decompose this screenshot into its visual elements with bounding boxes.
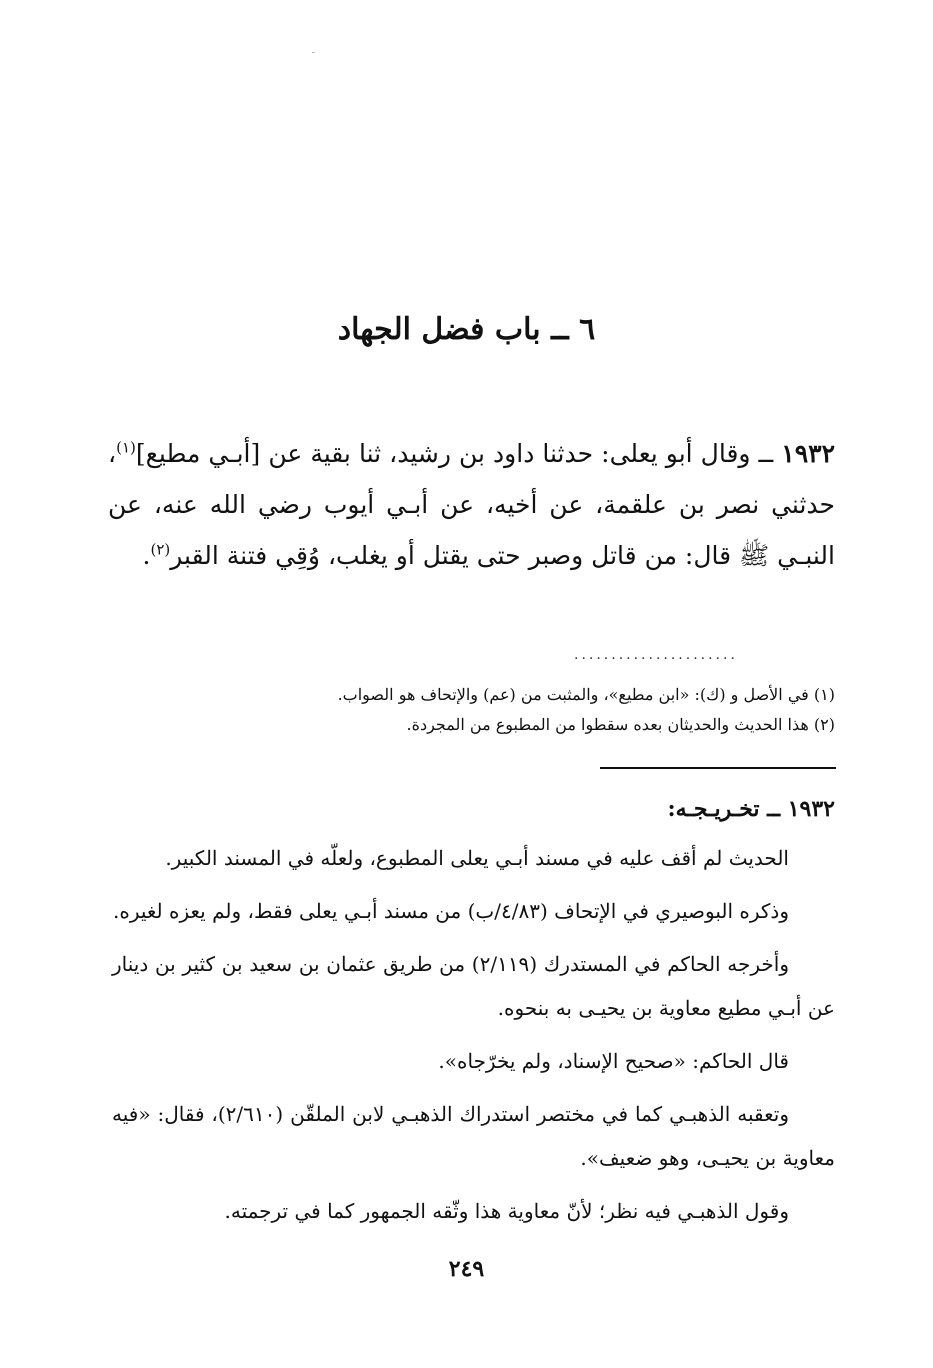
footnote-text: هذا الحديث والحديثان بعده سقطوا من المطبوع من المجردة. — [406, 715, 809, 734]
footnote-ref-1: (١) — [116, 438, 136, 457]
page-number: ٢٤٩ — [448, 1256, 485, 1282]
takhrij-heading: ١٩٣٢ ــ تخـريـجـه: — [667, 796, 835, 822]
takhrij-paragraph: قال الحاكم: «صحيح الإسناد، ولم يخرّجاه». — [438, 1049, 789, 1073]
footnote-marker: (١) — [813, 685, 835, 704]
takhrij-paragraph: الحديث لم أقف عليه في مسند أبـي يعلى المطبوع، ولعلّه في المسند الكبير. — [165, 846, 789, 870]
footnote — [200, 680, 835, 710]
hadith-text-part-3: . — [142, 541, 151, 570]
takhrij-paragraph: وقول الذهبـي فيه نظر؛ لأنّ معاوية هذا وثّقه الجمهور كما في ترجمته. — [224, 1199, 789, 1223]
footnotes — [200, 680, 835, 740]
hadith-text-part-2: ، حدثني نصر بن علقمة، عن أخيه، عن أبـي أيوب رضي الله عنه، عن النبـي ﷺ قال: من قاتل وصبر حتى يقتل أو يغلب، وُقِي فتنة القبر — [108, 439, 835, 570]
scan-speck — [312, 52, 315, 53]
section-divider — [600, 767, 836, 769]
chapter-title: ٦ ــ باب فضل الجهاد — [337, 312, 596, 347]
footnote — [200, 710, 835, 740]
takhrij-paragraph: وذكره البوصيري في الإتحاف (٤/٨٣/ب) من مسند أبـي يعلى فقط، ولم يعزه لغيره. — [113, 899, 789, 923]
footnote-ref-2: (٢) — [150, 540, 171, 559]
footnote-marker: (٢) — [813, 715, 835, 734]
takhrij-body — [112, 836, 835, 1233]
footnote-text: في الأصل و (ك): «ابن مطيع»، والمثبت من (عم) والإتحاف هو الصواب. — [337, 685, 809, 704]
takhrij-paragraph: وأخرجه الحاكم في المستدرك (٢/١١٩) من طريق عثمان بن سعيد بن كثير بن دينار عن أبـي مطيع معاوية بن يحيـى به بنحوه. — [112, 952, 835, 1020]
hadith-text — [108, 428, 835, 581]
hadith-text-part-1: ــ وقال أبو يعلى: حدثنا داود بن رشيد، ثنا بقية عن [أبـي مطيع] — [135, 439, 782, 468]
takhrij-paragraph: وتعقبه الذهبـي كما في مختصر استدراك الذهبـي لابن الملقّن (٢/٦١٠)، فقال: «فيه معاوية بن يحيـى، وهو ضعيف». — [112, 1102, 835, 1170]
hadith-number: ١٩٣٢ — [781, 439, 835, 468]
dotted-separator: ...................... — [574, 648, 738, 662]
